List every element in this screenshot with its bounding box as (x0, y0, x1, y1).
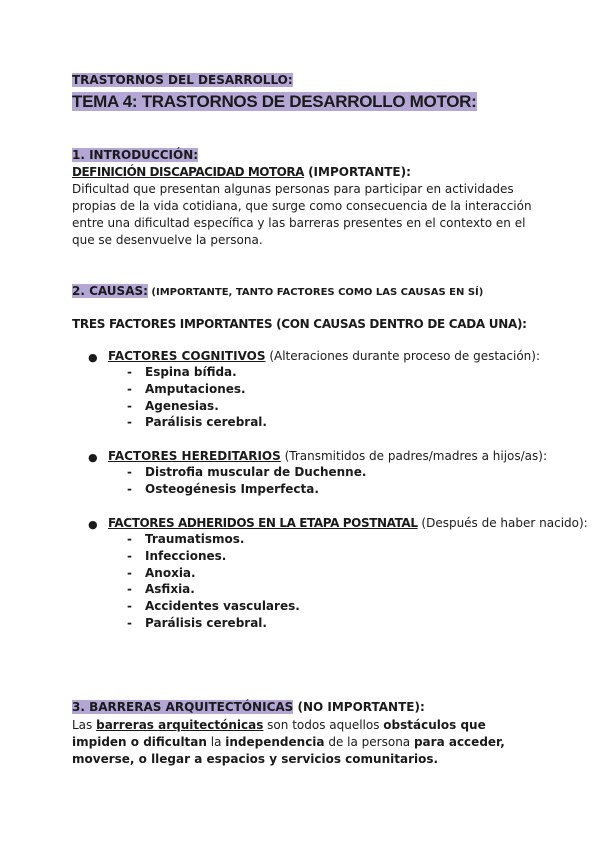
section3-paragraph: Las barreras arquitectónicas son todos aquellos obstáculos que impiden o dificultan la independencia de la persona para acceder, moverse, o llegar a espacios y servicios comunitarios. (72, 718, 505, 766)
bullet-icon: ● (88, 351, 98, 364)
list-item: Anoxia. (145, 566, 196, 580)
list-item: Asfixia. (145, 582, 195, 596)
dash-icon: - (127, 465, 132, 479)
dash-icon: - (127, 566, 132, 580)
list-item: Infecciones. (145, 549, 227, 563)
section2-heading: 2. CAUSAS: (IMPORTANTE, TANTO FACTORES COMO LAS CAUSAS EN SÍ) (72, 284, 484, 298)
section3-heading: 3. BARRERAS ARQUITECTÓNICAS (NO IMPORTANTE): (72, 700, 425, 714)
definition-text: Dificultad que presentan algunas personas para participar en actividades propias de la vida cotidiana, que surge como consecuencia de la interacción entre una dificultad específica y las barreras presentes en el contexto en el que se desenvuelve la persona. (72, 182, 532, 247)
dash-icon: - (127, 482, 132, 496)
list-item: Amputaciones. (145, 382, 246, 396)
header-line1: TRASTORNOS DEL DESARROLLO: (72, 73, 293, 87)
list-item: Agenesias. (145, 399, 219, 413)
definition-heading: DEFINICIÓN DISCAPACIDAD MOTORA (IMPORTANTE): (72, 165, 411, 179)
bullet-icon: ● (88, 518, 98, 531)
factor-hereditarios: FACTORES HEREDITARIOS (Transmitidos de padres/madres a hijos/as): (108, 449, 547, 463)
header-title: TEMA 4: TRASTORNOS DE DESARROLLO MOTOR: (72, 92, 477, 111)
dash-icon: - (127, 415, 132, 429)
dash-icon: - (127, 382, 132, 396)
list-item: Parálisis cerebral. (145, 415, 267, 429)
list-item: Osteogénesis Imperfecta. (145, 482, 319, 496)
bullet-icon: ● (88, 451, 98, 464)
list-item: Parálisis cerebral. (145, 616, 267, 630)
dash-icon: - (127, 365, 132, 379)
dash-icon: - (127, 549, 132, 563)
section2-subheading: TRES FACTORES IMPORTANTES (CON CAUSAS DENTRO DE CADA UNA): (72, 317, 527, 331)
factor-cognitivos: FACTORES COGNITIVOS (Alteraciones durante proceso de gestación): (108, 349, 541, 363)
list-item: Distrofia muscular de Duchenne. (145, 465, 367, 479)
list-item: Espina bífida. (145, 365, 237, 379)
dash-icon: - (127, 399, 132, 413)
dash-icon: - (127, 532, 132, 546)
factor-postnatal: FACTORES ADHERIDOS EN LA ETAPA POSTNATAL (Después de haber nacido): (108, 516, 588, 530)
list-item: Accidentes vasculares. (145, 599, 300, 613)
dash-icon: - (127, 616, 132, 630)
list-item: Traumatismos. (145, 532, 245, 546)
section1-heading: 1. INTRODUCCIÓN: (72, 148, 199, 162)
dash-icon: - (127, 582, 132, 596)
dash-icon: - (127, 599, 132, 613)
